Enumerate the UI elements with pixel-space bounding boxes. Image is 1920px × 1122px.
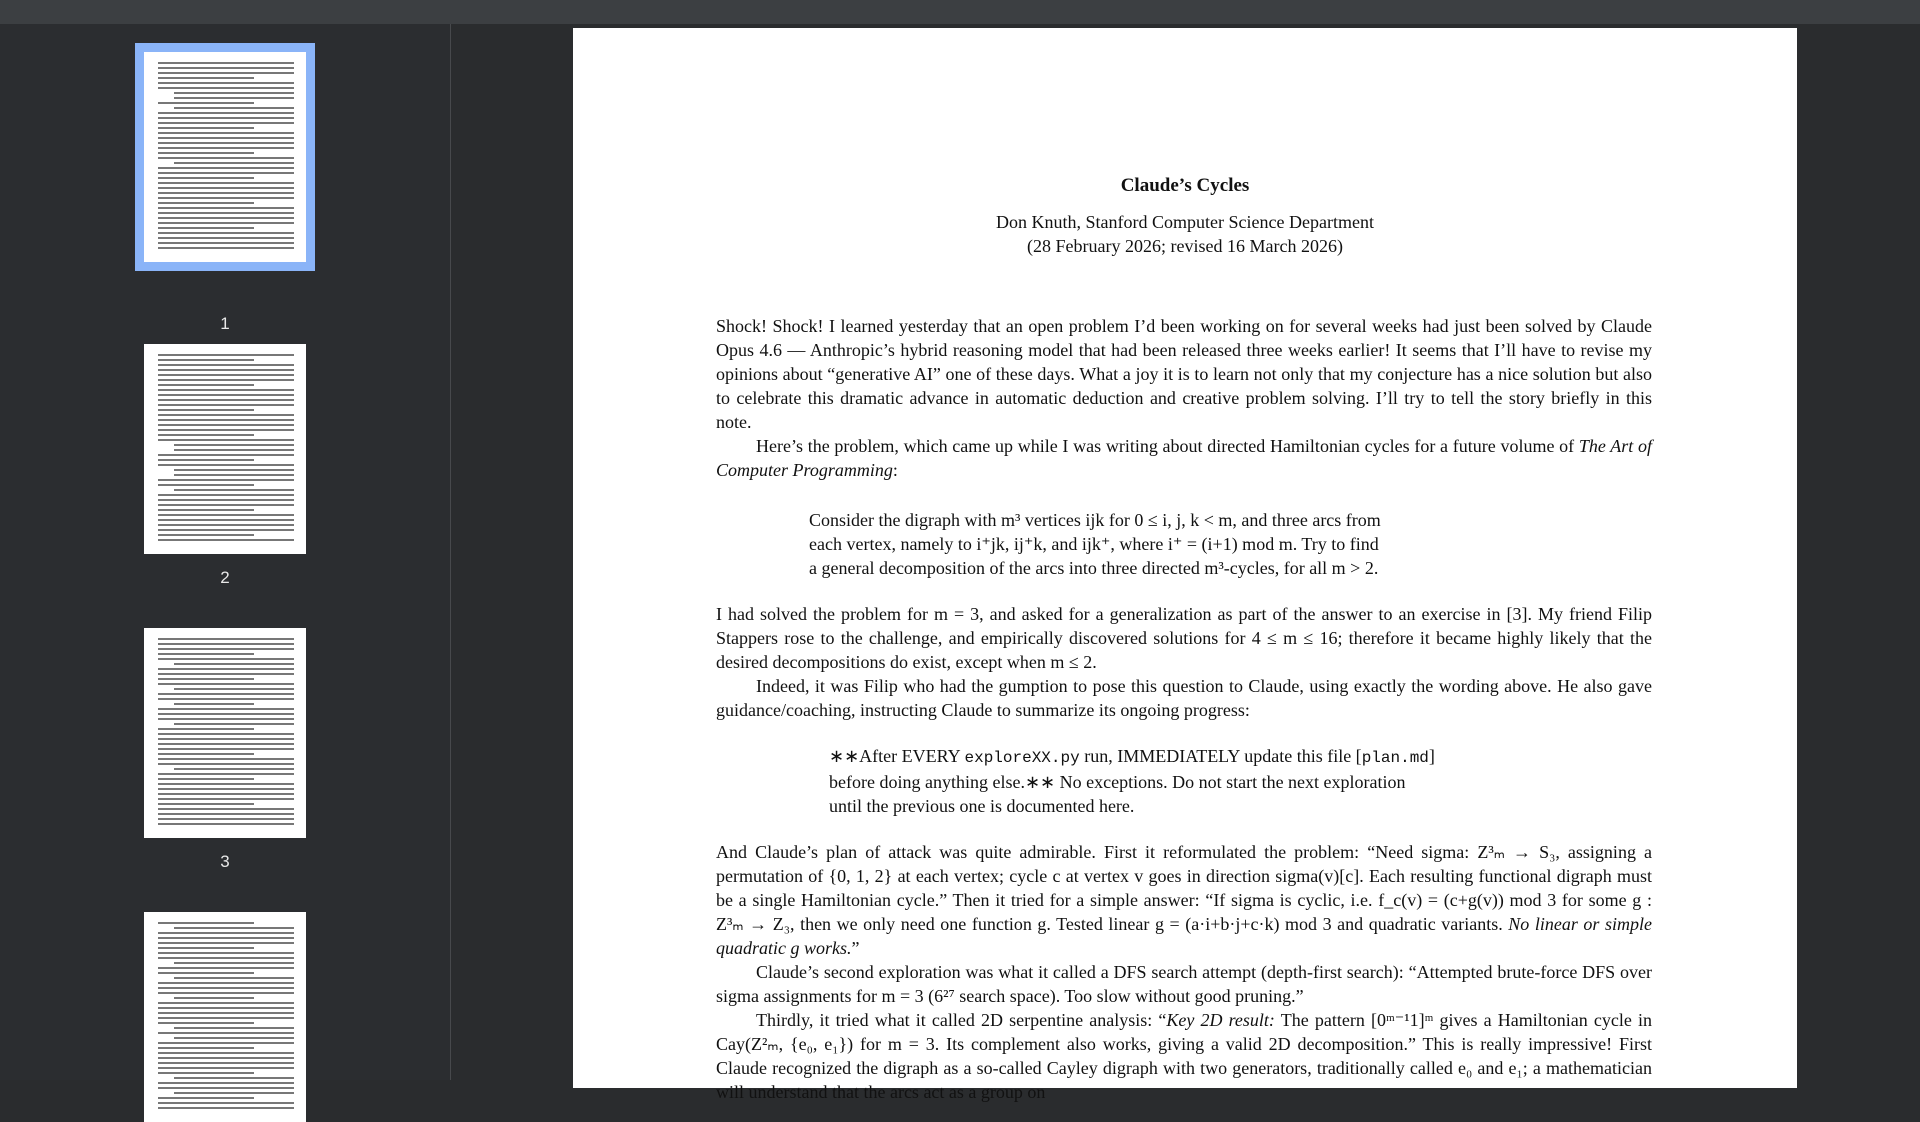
emphasis-text: No linear or simple quadratic g works. (716, 914, 1652, 958)
thumbnail-text-line (158, 374, 294, 376)
thumbnail-text-line (158, 197, 294, 199)
thumbnail-image[interactable] (144, 628, 306, 838)
thumbnail-text-line (158, 524, 294, 526)
thumbnail-text-line (158, 102, 254, 104)
document-viewer[interactable] (451, 24, 1920, 1102)
thumbnail-text-line (158, 389, 294, 391)
thumbnail-page-number: 3 (220, 852, 230, 871)
thumbnail-text-line (174, 1092, 294, 1094)
thumbnail-text-line (158, 942, 294, 944)
thumbnail-text-line (158, 823, 294, 825)
thumbnail-image[interactable] (144, 344, 306, 554)
thumbnail-text-line (158, 142, 294, 144)
thumbnail-text-line (158, 127, 254, 129)
thumbnail-text-line (158, 1062, 294, 1064)
thumbnail-text-line (158, 693, 294, 695)
thumbnail-text-line (158, 1012, 294, 1014)
thumbnail-text-line (158, 67, 294, 69)
thumbnail-text-line (158, 82, 294, 84)
thumbnail-text-line (174, 927, 294, 929)
thumbnail-text-line (158, 359, 254, 361)
paragraph-block-1 (716, 314, 1652, 482)
thumbnail-text-line (158, 972, 254, 974)
thumbnail-text-line (158, 182, 294, 184)
paragraph (716, 434, 1652, 482)
thumbnail-text-line (158, 813, 294, 815)
thumbnail-text-line (158, 793, 294, 795)
thumbnail-text-line (174, 489, 294, 491)
thumbnail-text-line (158, 982, 294, 984)
thumbnail-text-line (158, 668, 294, 670)
thumbnail-text-line (158, 952, 294, 954)
thumbnail-text-line (158, 172, 294, 174)
thumbnail-text-line (158, 678, 254, 680)
text: And Claude’s plan of attack was quite admirable. First it reformulated the problem: “Need sigma: Z³ₘ → S₃, assigning a permutation of {0, 1, 2} at each vertex; cycle c at vertex v goes in direction sigma(v)[c]. Each resulting functional digraph must be a single Hamiltonian cycle.” Then it tried for a simple answer: “If sigma is cyclic, i.e. f_c(v) = (c+g(v)) mod 3 for some g : Z³ₘ → Z₃, then we only need one function g. Tested linear g = (a·i+b·j+c·k) mod 3 and quadratic variants. (716, 842, 1652, 934)
thumbnail-text-line (158, 132, 294, 134)
thumbnail-text-line (174, 688, 294, 690)
document-author: Don Knuth, Stanford Computer Science Department (996, 212, 1374, 232)
thumbnail-text-line (174, 1027, 294, 1029)
thumbnail-text-line (158, 1087, 294, 1089)
thumbnail-text-line (158, 743, 294, 745)
text: ” (851, 938, 860, 958)
text: : (892, 460, 898, 480)
thumbnail-text-line (158, 514, 294, 516)
thumbnail-page-number: 2 (220, 568, 230, 587)
thumbnail-text-line (158, 738, 294, 740)
thumbnail-text-line (158, 237, 294, 239)
thumbnail-text-line (158, 1057, 294, 1059)
thumbnail-text-line (158, 247, 294, 249)
thumbnail-text-line (158, 808, 294, 810)
text: run, IMMEDIATELY update this file [ (1079, 746, 1362, 766)
thumbnail-text-line (158, 733, 294, 735)
paragraph (716, 1008, 1652, 1104)
thumbnail-text-line (158, 212, 294, 214)
quote-line: a general decomposition of the arcs into three directed m³-cycles, for all m > 2. (809, 558, 1379, 578)
thumbnail-text-line (158, 1082, 294, 1084)
thumbnail-text-line (158, 1052, 294, 1054)
thumbnail-text-line (158, 414, 294, 416)
thumbnail-text-line (158, 147, 294, 149)
quote-line (829, 744, 1435, 770)
paragraph-block-3 (716, 840, 1652, 1104)
code-text: exploreXX.py (964, 749, 1080, 767)
thumbnail-text-line (158, 227, 254, 229)
thumbnail-text-line (158, 763, 294, 765)
thumbnail-text-line (174, 997, 254, 999)
thumbnail-text-line (158, 539, 294, 541)
thumbnail-text-line (158, 648, 294, 650)
thumbnail-text-line (158, 117, 294, 119)
thumbnail-text-line (158, 137, 294, 139)
thumbnail-text-line (158, 454, 294, 456)
thumbnail-text-line (174, 474, 294, 476)
thumbnail-text-line (158, 167, 294, 169)
thumbnail-text-line (158, 778, 254, 780)
thumbnail-text-line (158, 1072, 254, 1074)
thumbnail-text-line (174, 663, 294, 665)
text: The pattern [0ᵐ⁻¹1]ᵐ gives a Hamiltonian cycle in Cay(Z²ₘ, {e₀, e₁}) for m = 3. Its complement also works, giving a valid 2D decomposition.” This is really impressive! First Claude recognized the digraph as a so-called Cayley digraph with two generators, traditionally called e₀ and e₁; a mathematician will understand that the arcs act as a group on (716, 1010, 1653, 1102)
instruction-quote (829, 744, 1435, 818)
thumbnail-text-line (158, 122, 294, 124)
thumbnail-text-line (174, 723, 294, 725)
thumbnail-text-line (158, 1102, 294, 1104)
thumbnail-text-line (158, 922, 254, 924)
thumbnail-text-line (158, 1047, 254, 1049)
thumbnail-text-line (158, 379, 294, 381)
thumbnail-text-line (158, 803, 254, 805)
thumbnail-text-line (158, 242, 294, 244)
thumbnail-text-line (158, 419, 294, 421)
thumbnail-text-line (158, 77, 254, 79)
thumbnail-text-line (174, 1037, 294, 1039)
thumbnail-text-line (174, 1077, 294, 1079)
thumbnail-text-line (158, 504, 294, 506)
thumbnail-text-line (158, 529, 294, 531)
thumbnail-text-line (158, 818, 294, 820)
paragraph: Shock! Shock! I learned yesterday that an open problem I’d been working on for several weeks had just been solved by Claude Opus 4.6 — Anthropic’s hybrid reasoning model that had been released three weeks earlier! It seems that I’ll have to revise my opinions about “generative AI” one of these days. What a joy it is to learn not only that my conjecture has a nice solution but also to celebrate this dramatic advance in automatic deduction and creative problem solving. I’ll try to tell the story briefly in this note. (716, 316, 1652, 432)
thumbnail-text-line (158, 62, 294, 64)
thumbnail-text-line (158, 429, 294, 431)
thumbnail-text-line (158, 1022, 254, 1024)
thumbnail-text-line (158, 798, 294, 800)
paragraph (716, 840, 1652, 960)
thumbnail-text-line (174, 703, 254, 705)
book-title: The Art of Computer Programming (716, 436, 1652, 480)
thumbnail-text-line (158, 369, 294, 371)
document-date: (28 February 2026; revised 16 March 2026) (1027, 236, 1343, 256)
thumbnail-text-line (158, 1067, 294, 1069)
document-title: Claude’s Cycles (1120, 175, 1250, 196)
thumbnail-text-line (158, 479, 294, 481)
thumbnail-text-line (158, 967, 294, 969)
thumbnail-text-line (158, 638, 294, 640)
thumbnail-text-line (158, 658, 294, 660)
thumbnail-text-line (174, 768, 294, 770)
thumbnail-text-line (158, 187, 294, 189)
thumbnail-text-line (158, 937, 294, 939)
thumbnail-text-line (158, 434, 254, 436)
thumbnail-text-line (158, 987, 294, 989)
paragraph: Claude’s second exploration was what it called a DFS search attempt (depth-first search): “Attempted brute-force DFS over sigma assignments for m = 3 (6²⁷ search space). Too slow without good pruning.” (716, 962, 1652, 1006)
thumbnail-text-line (158, 683, 294, 685)
thumbnail-text-line (174, 92, 294, 94)
thumbnail-text-line (174, 162, 294, 164)
emphasis-text: Key 2D result: (1166, 1010, 1275, 1030)
thumbnail-text-line (158, 72, 294, 74)
thumbnail-text-line (158, 1097, 254, 1099)
thumbnail-image[interactable] (144, 912, 306, 1122)
thumbnail-text-line (174, 962, 294, 964)
text: ∗∗After EVERY (829, 746, 965, 766)
thumbnail-text-line (158, 1032, 294, 1034)
thumbnail-text-line (174, 449, 294, 451)
thumbnail-sidebar[interactable] (0, 24, 451, 1080)
thumbnail-text-line (158, 673, 294, 675)
document-page (573, 28, 1797, 1102)
thumbnail-text-line (158, 758, 294, 760)
thumbnail-text-line (158, 192, 294, 194)
paragraph: I had solved the problem for m = 3, and asked for a generalization as part of the answer to an exercise in [3]. My friend Filip Stappers rose to the challenge, and empirically discovered solutions for 4 ≤ m ≤ 16; therefore it became highly likely that the desired decompositions do exist, except when m ≤ 2. (716, 604, 1652, 672)
paragraph-block-2 (716, 602, 1652, 722)
thumbnail-text-line (158, 424, 294, 426)
window-top-bar (0, 0, 1920, 24)
thumbnail-text-line (158, 112, 294, 114)
thumbnail-text-line (158, 653, 254, 655)
text: ] (1428, 746, 1435, 766)
text: Here’s the problem, which came up while I was writing about directed Hamiltonian cycles for a future volume of (756, 436, 1579, 456)
thumbnail-text-line (158, 394, 294, 396)
code-text: plan.md (1361, 749, 1429, 767)
thumbnail-text-line (158, 364, 294, 366)
thumbnail-text-line (158, 932, 294, 934)
quote-line: each vertex, namely to i⁺jk, ij⁺k, and ijk⁺, where i⁺ = (i+1) mod m. Try to find (809, 534, 1379, 554)
thumbnail-text-line (158, 222, 294, 224)
thumbnail-text-line (174, 469, 294, 471)
thumbnail-text-line (158, 354, 294, 356)
thumbnail-text-line (158, 534, 254, 536)
thumbnail-text-line (158, 708, 294, 710)
thumbnail-text-line (158, 202, 254, 204)
thumbnail-page-number: 1 (220, 314, 230, 333)
thumbnail-text-line (158, 783, 294, 785)
thumbnail-text-line (158, 1017, 294, 1019)
thumbnail-text-line (158, 753, 254, 755)
thumbnail-text-line (158, 217, 294, 219)
thumbnail-text-line (158, 409, 254, 411)
paragraph: Indeed, it was Filip who had the gumption to pose this question to Claude, using exactly the wording above. He also gave guidance/coaching, instructing Claude to summarize its ongoing progress: (716, 676, 1652, 720)
problem-quote (809, 508, 1381, 580)
thumbnail-text-line (158, 152, 254, 154)
thumbnail-text-line (158, 947, 254, 949)
quote-line: before doing anything else.∗∗ No exceptions. Do not start the next exploration (829, 772, 1406, 792)
thumbnail-text-line (158, 494, 294, 496)
thumbnail-text-line (174, 97, 294, 99)
thumbnail-text-line (158, 207, 294, 209)
thumbnail-text-line (158, 459, 254, 461)
thumbnail-text-line (158, 439, 294, 441)
thumbnail-text-line (158, 177, 254, 179)
thumbnail-text-line (174, 107, 294, 109)
thumbnail-text-line (158, 157, 294, 159)
thumbnail-text-line (158, 519, 294, 521)
thumbnail-text-line (158, 87, 294, 89)
thumbnail-text-line (158, 1042, 294, 1044)
thumbnail-text-line (158, 698, 294, 700)
thumbnail-text-line (158, 384, 254, 386)
thumbnail-text-line (174, 977, 294, 979)
quote-line: Consider the digraph with m³ vertices ijk for 0 ≤ i, j, k < m, and three arcs from (809, 510, 1381, 530)
thumbnail-text-line (158, 773, 294, 775)
thumbnail-text-line (158, 499, 294, 501)
thumbnail-text-line (158, 992, 294, 994)
thumbnail-text-line (158, 509, 254, 511)
thumbnail-text-line (158, 399, 294, 401)
thumbnail-text-line (158, 718, 294, 720)
thumbnail-text-line (158, 404, 294, 406)
thumbnail-text-line (158, 464, 294, 466)
thumbnail-text-line (158, 643, 294, 645)
thumbnail-text-line (158, 713, 294, 715)
text: Thirdly, it tried what it called 2D serpentine analysis: “ (756, 1010, 1167, 1030)
thumbnail-text-line (158, 1007, 294, 1009)
thumbnail-text-line (158, 957, 294, 959)
thumbnail-text-line (158, 788, 294, 790)
thumbnail-text-line (174, 444, 294, 446)
thumbnail-text-line (158, 1107, 294, 1109)
thumbnail-text-line (158, 484, 254, 486)
thumbnail-text-line (158, 1002, 294, 1004)
thumbnail-text-line (158, 728, 254, 730)
quote-line: until the previous one is documented here. (829, 796, 1135, 816)
thumbnail-text-line (158, 232, 294, 234)
thumbnail-text-line (158, 748, 294, 750)
thumbnail-image[interactable] (144, 52, 306, 262)
